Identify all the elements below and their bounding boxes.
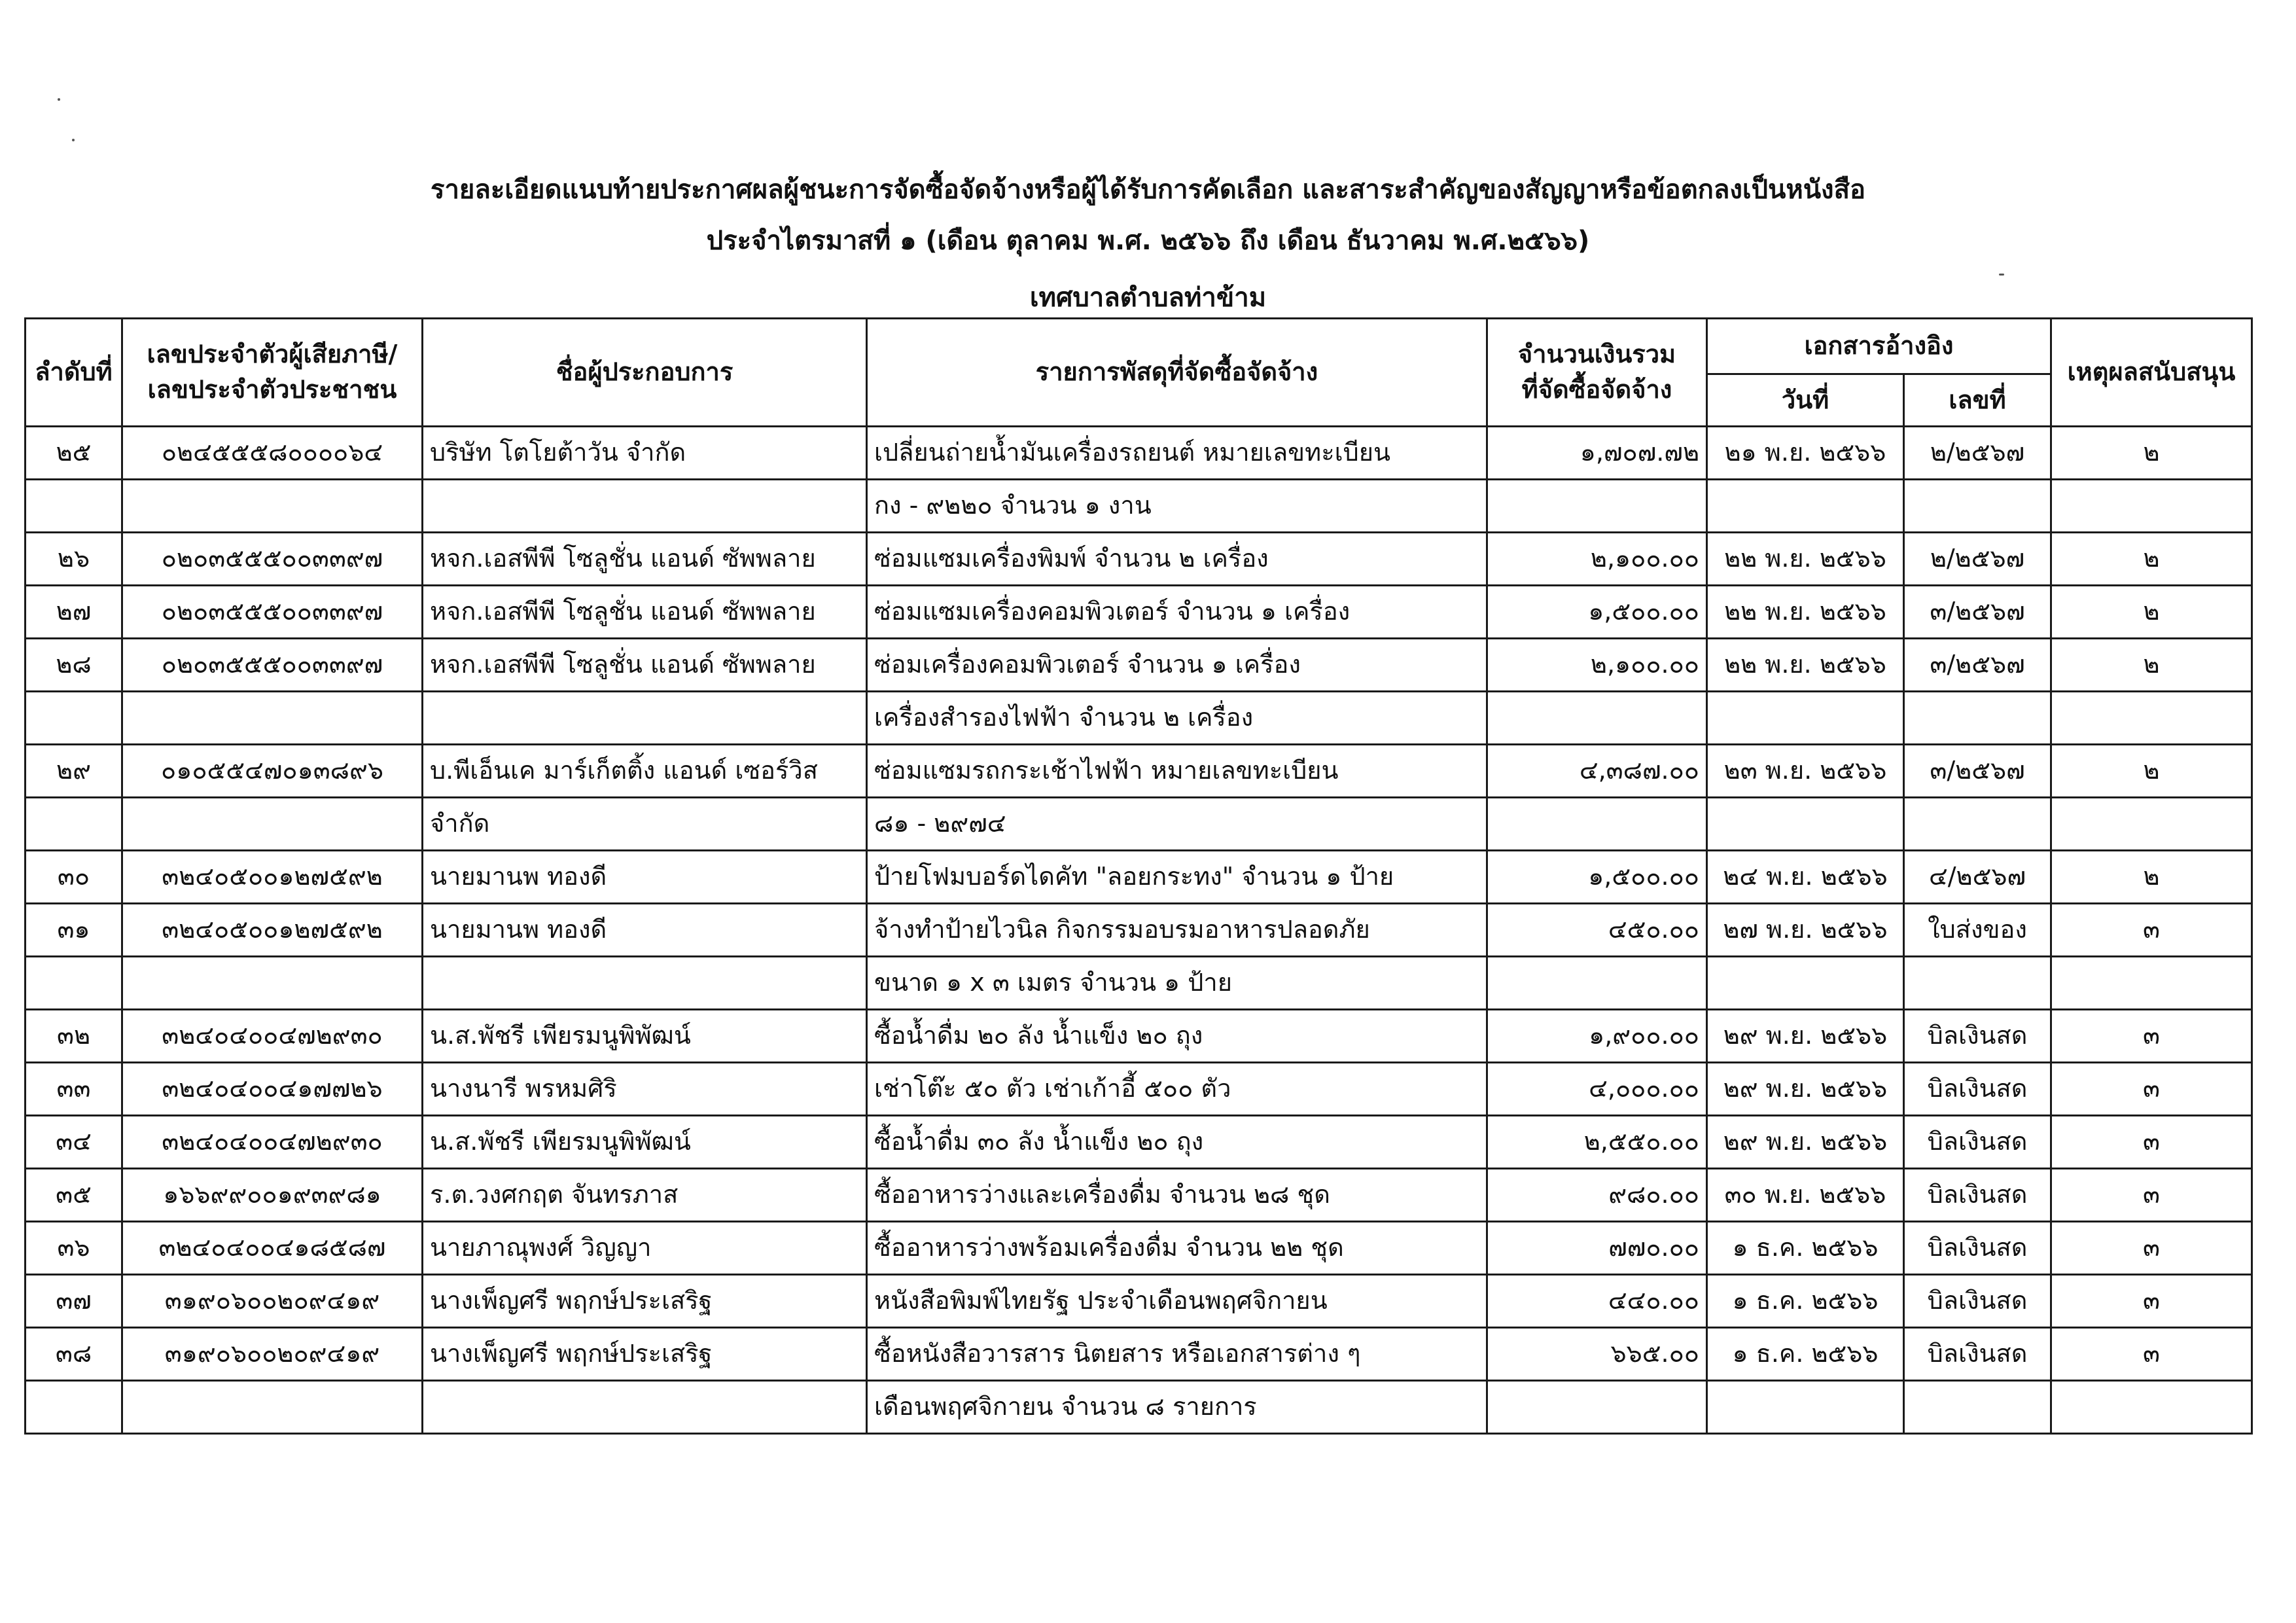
cell-ref-doc-no [1904, 480, 2051, 533]
cell-ref-doc-no: ๓/๒๕๖๗ [1904, 586, 2051, 639]
cell-amount: ๔๕๐.๐๐ [1487, 904, 1707, 957]
cell-tax-id: ๐๑๐๕๕๔๗๐๑๓๘๙๖ [122, 745, 423, 798]
table-row [26, 586, 2252, 639]
cell-item-description: ซื้อน้ำดื่ม ๒๐ ลัง น้ำแข็ง ๒๐ ถุง [867, 1010, 1487, 1063]
document-title: รายละเอียดแนบท้ายประกาศผลผู้ชนะการจัดซื้อจัดจ้างหรือผู้ได้รับการคัดเลือก และสาระสำคัญของสัญญาหรือข้อตกลงเป็นหนังสือ [430, 175, 1866, 205]
cell-reason-code [2051, 1381, 2252, 1434]
cell-tax-id: ๐๒๔๕๕๕๘๐๐๐๐๖๔ [122, 427, 423, 480]
cell-item-description: เช่าโต๊ะ ๕๐ ตัว เช่าเก้าอี้ ๕๐๐ ตัว [867, 1063, 1487, 1116]
cell-vendor-name: นายมานพ ทองดี [423, 904, 867, 957]
cell-tax-id: ๐๒๐๓๕๕๕๐๐๓๓๙๗ [122, 533, 423, 586]
cell-tax-id: ๓๒๔๐๔๐๐๔๑๗๗๒๖ [122, 1063, 423, 1116]
cell-tax-id: ๓๑๙๐๖๐๐๒๐๙๔๑๙ [122, 1328, 423, 1381]
cell-row-number: ๓๖ [26, 1222, 122, 1275]
cell-item-description: ซื้อหนังสือวารสาร นิตยสาร หรือเอกสารต่าง ๆ [867, 1328, 1487, 1381]
organization-name: เทศบาลตำบลท่าข้าม [1029, 283, 1267, 313]
cell-amount [1487, 957, 1707, 1010]
cell-item-description: ซื้ออาหารว่างและเครื่องดื่ม จำนวน ๒๘ ชุด [867, 1169, 1487, 1222]
cell-row-number: ๓๐ [26, 851, 122, 904]
cell-ref-doc-no: บิลเงินสด [1904, 1116, 2051, 1169]
cell-ref-date [1707, 798, 1904, 851]
cell-vendor-name: น.ส.พัชรี เพียรมนูพิพัฒน์ [423, 1010, 867, 1063]
cell-tax-id [122, 957, 423, 1010]
cell-amount: ๑,๕๐๐.๐๐ [1487, 586, 1707, 639]
header-item: รายการพัสดุที่จัดซื้อจัดจ้าง [867, 319, 1487, 427]
cell-vendor-name: บ.พีเอ็นเค มาร์เก็ตติ้ง แอนด์ เซอร์วิส [423, 745, 867, 798]
header-tax-id-line1: เลขประจำตัวผู้เสียภาษี/ [147, 340, 398, 369]
cell-item-description: เปลี่ยนถ่ายน้ำมันเครื่องรถยนต์ หมายเลขทะเบียน [867, 427, 1487, 480]
cell-reason-code: ๒ [2051, 533, 2252, 586]
table-row [26, 904, 2252, 957]
cell-ref-doc-no [1904, 692, 2051, 745]
cell-ref-date: ๒๒ พ.ย. ๒๕๖๖ [1707, 639, 1904, 692]
table-row [26, 480, 2252, 533]
cell-amount: ๒,๑๐๐.๐๐ [1487, 639, 1707, 692]
header-ref-docs: เอกสารอ้างอิง [1707, 319, 2051, 374]
cell-vendor-name: หจก.เอสพีพี โซลูชั่น แอนด์ ซัพพลาย [423, 639, 867, 692]
cell-row-number: ๓๗ [26, 1275, 122, 1328]
cell-vendor-name [423, 480, 867, 533]
table-row [26, 745, 2252, 798]
table-row [26, 1381, 2252, 1434]
cell-ref-date: ๒๙ พ.ย. ๒๕๖๖ [1707, 1063, 1904, 1116]
cell-tax-id: ๓๒๔๐๔๐๐๔๑๘๕๘๗ [122, 1222, 423, 1275]
header-amount [1487, 319, 1707, 427]
cell-ref-doc-no: ๔/๒๕๖๗ [1904, 851, 2051, 904]
cell-vendor-name: นางเพ็ญศรี พฤกษ์ประเสริฐ [423, 1275, 867, 1328]
cell-item-description: ซ่อมแซมเครื่องคอมพิวเตอร์ จำนวน ๑ เครื่อง [867, 586, 1487, 639]
cell-row-number: ๓๑ [26, 904, 122, 957]
cell-item-description: ป้ายโฟมบอร์ดไดคัท "ลอยกระทง" จำนวน ๑ ป้าย [867, 851, 1487, 904]
header-doc-no: เลขที่ [1904, 374, 2051, 427]
cell-reason-code [2051, 692, 2252, 745]
cell-ref-doc-no: บิลเงินสด [1904, 1328, 2051, 1381]
header-tax-id [122, 319, 423, 427]
cell-ref-doc-no: ๓/๒๕๖๗ [1904, 745, 2051, 798]
scan-speck [1999, 274, 2004, 276]
cell-ref-doc-no: บิลเงินสด [1904, 1275, 2051, 1328]
cell-vendor-name: จำกัด [423, 798, 867, 851]
cell-tax-id [122, 692, 423, 745]
scan-speck [72, 139, 75, 141]
cell-reason-code: ๓ [2051, 904, 2252, 957]
cell-vendor-name: หจก.เอสพีพี โซลูชั่น แอนด์ ซัพพลาย [423, 533, 867, 586]
cell-tax-id [122, 1381, 423, 1434]
table-row [26, 1116, 2252, 1169]
cell-reason-code: ๓ [2051, 1116, 2252, 1169]
cell-ref-date: ๒๒ พ.ย. ๒๕๖๖ [1707, 533, 1904, 586]
cell-item-description: จ้างทำป้ายไวนิล กิจกรรมอบรมอาหารปลอดภัย [867, 904, 1487, 957]
cell-ref-date: ๒๒ พ.ย. ๒๕๖๖ [1707, 586, 1904, 639]
cell-item-description: กง - ๙๒๒๐ จำนวน ๑ งาน [867, 480, 1487, 533]
cell-ref-date: ๑ ธ.ค. ๒๕๖๖ [1707, 1328, 1904, 1381]
cell-item-description: ๘๑ - ๒๙๗๔ [867, 798, 1487, 851]
table-row [26, 851, 2252, 904]
cell-ref-date: ๓๐ พ.ย. ๒๕๖๖ [1707, 1169, 1904, 1222]
cell-ref-doc-no: บิลเงินสด [1904, 1010, 2051, 1063]
cell-ref-date [1707, 692, 1904, 745]
cell-ref-doc-no: บิลเงินสด [1904, 1169, 2051, 1222]
cell-amount: ๑,๙๐๐.๐๐ [1487, 1010, 1707, 1063]
table-row [26, 692, 2252, 745]
cell-row-number: ๒๗ [26, 586, 122, 639]
header-reason: เหตุผลสนับสนุน [2051, 319, 2252, 427]
cell-ref-doc-no [1904, 798, 2051, 851]
header-amount-line1: จำนวนเงินรวม [1517, 340, 1676, 369]
cell-amount [1487, 692, 1707, 745]
cell-ref-doc-no: บิลเงินสด [1904, 1063, 2051, 1116]
cell-reason-code [2051, 480, 2252, 533]
cell-item-description: เดือนพฤศจิกายน จำนวน ๘ รายการ [867, 1381, 1487, 1434]
cell-ref-date: ๒๗ พ.ย. ๒๕๖๖ [1707, 904, 1904, 957]
procurement-table [24, 317, 2253, 1435]
cell-row-number: ๓๘ [26, 1328, 122, 1381]
cell-ref-date: ๒๔ พ.ย. ๒๕๖๖ [1707, 851, 1904, 904]
cell-ref-doc-no: ๒/๒๕๖๗ [1904, 533, 2051, 586]
cell-ref-date: ๒๙ พ.ย. ๒๕๖๖ [1707, 1116, 1904, 1169]
cell-amount: ๒,๑๐๐.๐๐ [1487, 533, 1707, 586]
cell-reason-code: ๓ [2051, 1275, 2252, 1328]
cell-reason-code: ๒ [2051, 851, 2252, 904]
table-row [26, 1063, 2252, 1116]
cell-row-number [26, 480, 122, 533]
cell-tax-id [122, 798, 423, 851]
cell-row-number: ๒๙ [26, 745, 122, 798]
cell-ref-date [1707, 480, 1904, 533]
table-row [26, 1010, 2252, 1063]
cell-ref-date [1707, 1381, 1904, 1434]
cell-ref-date: ๑ ธ.ค. ๒๕๖๖ [1707, 1222, 1904, 1275]
header-amount-line2: ที่จัดซื้อจัดจ้าง [1521, 375, 1672, 404]
cell-amount: ๑,๗๐๗.๗๒ [1487, 427, 1707, 480]
cell-item-description: ซ่อมแซมเครื่องพิมพ์ จำนวน ๒ เครื่อง [867, 533, 1487, 586]
cell-vendor-name [423, 1381, 867, 1434]
cell-amount: ๔๔๐.๐๐ [1487, 1275, 1707, 1328]
cell-row-number [26, 957, 122, 1010]
table-row [26, 1169, 2252, 1222]
cell-ref-date: ๒๙ พ.ย. ๒๕๖๖ [1707, 1010, 1904, 1063]
cell-vendor-name: บริษัท โตโยต้าวัน จำกัด [423, 427, 867, 480]
cell-row-number: ๓๔ [26, 1116, 122, 1169]
cell-amount: ๑,๕๐๐.๐๐ [1487, 851, 1707, 904]
cell-amount [1487, 798, 1707, 851]
cell-amount: ๒,๕๕๐.๐๐ [1487, 1116, 1707, 1169]
cell-item-description: หนังสือพิมพ์ไทยรัฐ ประจำเดือนพฤศจิกายน [867, 1275, 1487, 1328]
header-vendor: ชื่อผู้ประกอบการ [423, 319, 867, 427]
cell-reason-code [2051, 798, 2252, 851]
cell-reason-code: ๓ [2051, 1222, 2252, 1275]
header-tax-id-line2: เลขประจำตัวประชาชน [147, 375, 397, 404]
cell-amount: ๔,๐๐๐.๐๐ [1487, 1063, 1707, 1116]
table-row [26, 1328, 2252, 1381]
cell-ref-doc-no: ใบส่งของ [1904, 904, 2051, 957]
cell-amount [1487, 480, 1707, 533]
cell-item-description: ซ่อมเครื่องคอมพิวเตอร์ จำนวน ๑ เครื่อง [867, 639, 1487, 692]
cell-reason-code: ๒ [2051, 427, 2252, 480]
header-date: วันที่ [1707, 374, 1904, 427]
cell-tax-id: ๓๒๔๐๕๐๐๑๒๗๕๙๒ [122, 904, 423, 957]
cell-row-number [26, 692, 122, 745]
cell-item-description: ซื้อน้ำดื่ม ๓๐ ลัง น้ำแข็ง ๒๐ ถุง [867, 1116, 1487, 1169]
cell-tax-id: ๓๒๔๐๔๐๐๔๗๒๙๓๐ [122, 1116, 423, 1169]
cell-ref-date: ๒๑ พ.ย. ๒๕๖๖ [1707, 427, 1904, 480]
cell-amount: ๖๖๕.๐๐ [1487, 1328, 1707, 1381]
cell-item-description: ซ่อมแซมรถกระเช้าไฟฟ้า หมายเลขทะเบียน [867, 745, 1487, 798]
table-row [26, 957, 2252, 1010]
cell-amount: ๔,๓๘๗.๐๐ [1487, 745, 1707, 798]
cell-tax-id: ๐๒๐๓๕๕๕๐๐๓๓๙๗ [122, 586, 423, 639]
table-row [26, 798, 2252, 851]
cell-vendor-name: น.ส.พัชรี เพียรมนูพิพัฒน์ [423, 1116, 867, 1169]
cell-vendor-name [423, 692, 867, 745]
cell-row-number: ๓๒ [26, 1010, 122, 1063]
cell-reason-code: ๓ [2051, 1169, 2252, 1222]
table-body [26, 427, 2252, 1434]
table-row [26, 639, 2252, 692]
cell-row-number: ๓๓ [26, 1063, 122, 1116]
cell-ref-doc-no [1904, 1381, 2051, 1434]
cell-tax-id: ๓๒๔๐๔๐๐๔๗๒๙๓๐ [122, 1010, 423, 1063]
cell-item-description: เครื่องสำรองไฟฟ้า จำนวน ๒ เครื่อง [867, 692, 1487, 745]
cell-tax-id: ๓๒๔๐๕๐๐๑๒๗๕๙๒ [122, 851, 423, 904]
cell-reason-code: ๓ [2051, 1328, 2252, 1381]
cell-reason-code [2051, 957, 2252, 1010]
scan-speck [58, 98, 60, 101]
table-row [26, 427, 2252, 480]
cell-row-number: ๒๖ [26, 533, 122, 586]
cell-amount: ๗๗๐.๐๐ [1487, 1222, 1707, 1275]
table-row [26, 1222, 2252, 1275]
cell-ref-date: ๒๓ พ.ย. ๒๕๖๖ [1707, 745, 1904, 798]
cell-vendor-name: นางนารี พรหมศิริ [423, 1063, 867, 1116]
cell-amount [1487, 1381, 1707, 1434]
cell-reason-code: ๓ [2051, 1063, 2252, 1116]
cell-tax-id: ๑๖๖๙๙๐๐๑๙๓๙๘๑ [122, 1169, 423, 1222]
cell-tax-id [122, 480, 423, 533]
cell-ref-doc-no: บิลเงินสด [1904, 1222, 2051, 1275]
cell-vendor-name: นายมานพ ทองดี [423, 851, 867, 904]
cell-ref-date: ๑ ธ.ค. ๒๕๖๖ [1707, 1275, 1904, 1328]
cell-row-number [26, 798, 122, 851]
table-row [26, 1275, 2252, 1328]
cell-reason-code: ๒ [2051, 745, 2252, 798]
cell-vendor-name [423, 957, 867, 1010]
cell-vendor-name: หจก.เอสพีพี โซลูชั่น แอนด์ ซัพพลาย [423, 586, 867, 639]
cell-reason-code: ๓ [2051, 1010, 2252, 1063]
cell-ref-doc-no: ๒/๒๕๖๗ [1904, 427, 2051, 480]
cell-vendor-name: ร.ต.วงศกฤต จันทรภาส [423, 1169, 867, 1222]
cell-tax-id: ๓๑๙๐๖๐๐๒๐๙๔๑๙ [122, 1275, 423, 1328]
cell-row-number: ๓๕ [26, 1169, 122, 1222]
cell-item-description: ซื้ออาหารว่างพร้อมเครื่องดื่ม จำนวน ๒๒ ชุด [867, 1222, 1487, 1275]
cell-vendor-name: นางเพ็ญศรี พฤกษ์ประเสริฐ [423, 1328, 867, 1381]
cell-item-description: ขนาด ๑ x ๓ เมตร จำนวน ๑ ป้าย [867, 957, 1487, 1010]
table-row [26, 533, 2252, 586]
cell-ref-date [1707, 957, 1904, 1010]
document-subtitle: ประจำไตรมาสที่ ๑ (เดือน ตุลาคม พ.ศ. ๒๕๖๖ ถึง เดือน ธันวาคม พ.ศ.๒๕๖๖) [706, 226, 1590, 256]
cell-row-number [26, 1381, 122, 1434]
cell-reason-code: ๒ [2051, 639, 2252, 692]
cell-ref-doc-no [1904, 957, 2051, 1010]
cell-row-number: ๒๘ [26, 639, 122, 692]
cell-amount: ๙๘๐.๐๐ [1487, 1169, 1707, 1222]
cell-ref-doc-no: ๓/๒๕๖๗ [1904, 639, 2051, 692]
header-no: ลำดับที่ [26, 319, 122, 427]
cell-tax-id: ๐๒๐๓๕๕๕๐๐๓๓๙๗ [122, 639, 423, 692]
cell-vendor-name: นายภาณุพงศ์ วิญญา [423, 1222, 867, 1275]
cell-reason-code: ๒ [2051, 586, 2252, 639]
cell-row-number: ๒๕ [26, 427, 122, 480]
